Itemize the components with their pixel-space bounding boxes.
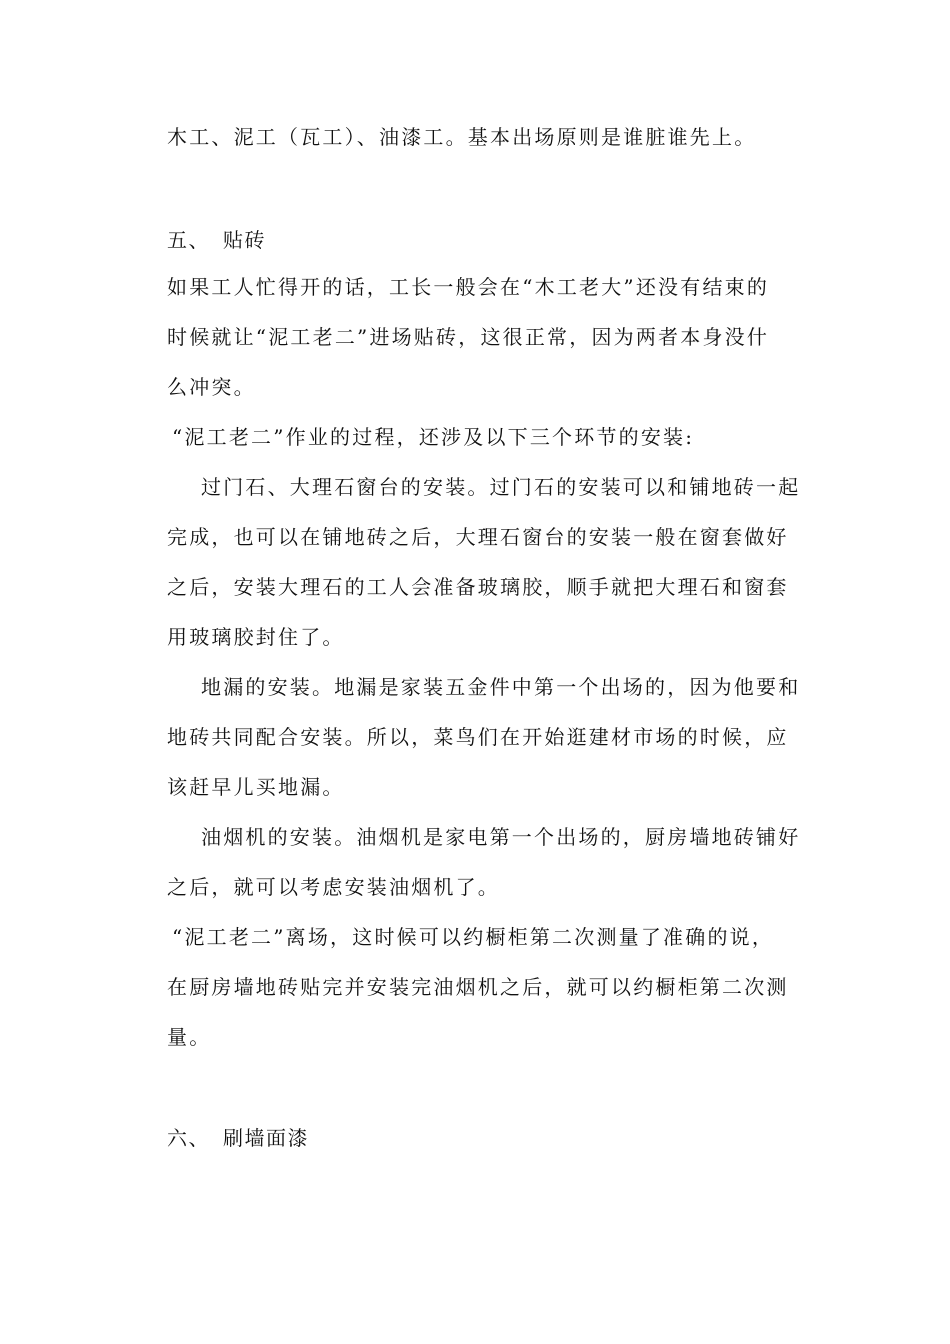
paragraph-line: 过门石、大理石窗台的安装。过门石的安装可以和铺地砖一起 [201,475,801,499]
paragraph-line: “泥工老二”作业的过程，还涉及以下三个环节的安装: [172,425,695,449]
paragraph-line: 在厨房墙地砖贴完并安装完油烟机之后，就可以约橱柜第二次测 [167,975,789,999]
paragraph-line: 地漏的安装。地漏是家装五金件中第一个出场的，因为他要和 [201,675,801,699]
section-number: 五、 [167,228,210,252]
paragraph-line: 地砖共同配合安装。所以，菜鸟们在开始逛建材市场的时候，应 [167,725,789,749]
paragraph-line: 该赶早儿买地漏。 [167,775,345,799]
paragraph-line: 之后，安装大理石的工人会准备玻璃胶，顺手就把大理石和窗套 [167,575,789,599]
paragraph-line: 油烟机的安装。油烟机是家电第一个出场的，厨房墙地砖铺好 [201,825,801,849]
paragraph-line: 时候就让“泥工老二”进场贴砖，这很正常，因为两者本身没什 [167,325,770,349]
paragraph-line: 么冲突。 [167,375,256,399]
paragraph-line: 如果工人忙得开的话，工长一般会在“木工老大”还没有结束的 [167,275,770,299]
paragraph-line: 用玻璃胶封住了。 [167,625,345,649]
section-title: 贴砖 [223,228,266,252]
paragraph-line: 木工、泥工（瓦工）、油漆工。基本出场原则是谁脏谁先上。 [167,125,757,149]
paragraph-line: 量。 [167,1025,212,1049]
section-title: 刷墙面漆 [223,1126,309,1150]
section-number: 六、 [167,1126,210,1150]
paragraph-line: 完成，也可以在铺地砖之后，大理石窗台的安装一般在窗套做好 [167,525,789,549]
section-heading-6 [167,1124,309,1152]
paragraph-line: 之后，就可以考虑安装油烟机了。 [167,875,500,899]
paragraph-line: “泥工老二”离场，这时候可以约橱柜第二次测量了准确的说， [172,925,775,949]
section-heading-5 [167,226,266,254]
